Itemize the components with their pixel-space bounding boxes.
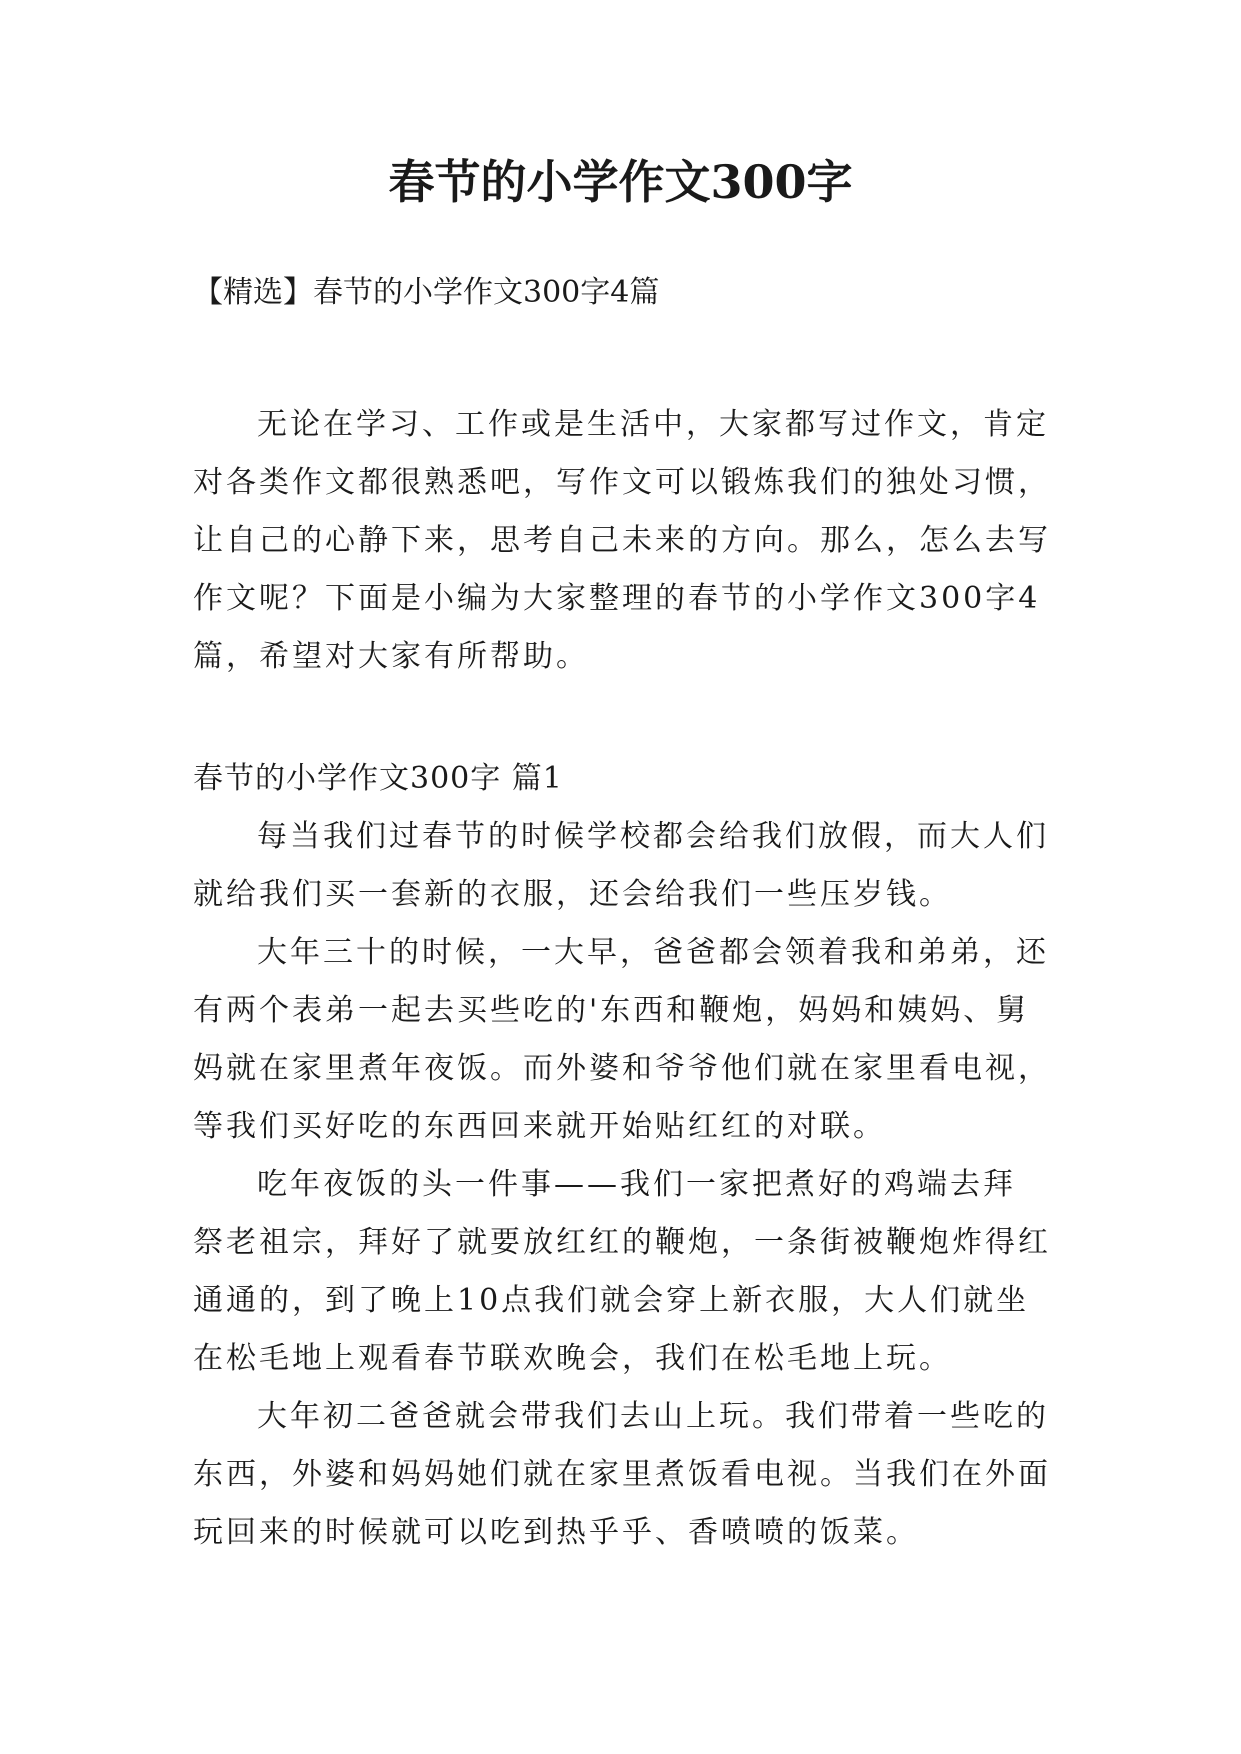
intro-line: 让自己的心静下来，思考自己未来的方向。那么，怎么去写 [193, 523, 1051, 558]
intro-paragraph [193, 396, 1053, 686]
paragraph-3 [193, 1156, 1053, 1388]
paragraph-line: 每当我们过春节的时候学校都会给我们放假，而大人们 [257, 819, 1049, 854]
paragraph-1 [193, 808, 1053, 924]
paragraph-line: 东西，外婆和妈妈她们就在家里煮饭看电视。当我们在外面 [193, 1457, 1051, 1492]
paragraph-line: 祭老祖宗，拜好了就要放红红的鞭炮，一条街被鞭炮炸得红 [193, 1225, 1051, 1260]
intro-line: 对各类作文都很熟悉吧，写作文可以锻炼我们的独处习惯， [193, 465, 1051, 500]
paragraph-line: 大年三十的时候，一大早，爸爸都会领着我和弟弟，还 [257, 935, 1049, 970]
intro-line: 篇，希望对大家有所帮助。 [193, 639, 589, 674]
paragraph-4 [193, 1388, 1053, 1562]
paragraph-line: 通通的，到了晚上10点我们就会穿上新衣服，大人们就坐 [193, 1283, 1030, 1318]
paragraph-2 [193, 924, 1053, 1156]
document-title: 春节的小学作文300字 [388, 155, 853, 209]
paragraph-line: 吃年夜饭的头一件事——我们一家把煮好的鸡端去拜 [257, 1167, 1016, 1202]
paragraph-line: 就给我们买一套新的衣服，还会给我们一些压岁钱。 [193, 877, 952, 912]
intro-line: 无论在学习、工作或是生活中，大家都写过作文，肯定 [257, 407, 1049, 442]
paragraph-line: 玩回来的时候就可以吃到热乎乎、香喷喷的饭菜。 [193, 1515, 919, 1550]
paragraph-line: 在松毛地上观看春节联欢晚会，我们在松毛地上玩。 [193, 1341, 952, 1376]
document-subtitle: 【精选】春节的小学作文300字4篇 [193, 275, 660, 310]
section-heading: 春节的小学作文300字 篇1 [193, 761, 563, 796]
paragraph-line: 妈就在家里煮年夜饭。而外婆和爷爷他们就在家里看电视， [193, 1051, 1051, 1086]
paragraph-line: 等我们买好吃的东西回来就开始贴红红的对联。 [193, 1109, 886, 1144]
intro-line: 作文呢？下面是小编为大家整理的春节的小学作文300字4 [193, 581, 1041, 616]
paragraph-line: 大年初二爸爸就会带我们去山上玩。我们带着一些吃的 [257, 1399, 1049, 1434]
paragraph-line: 有两个表弟一起去买些吃的'东西和鞭炮，妈妈和姨妈、舅 [193, 993, 1030, 1028]
